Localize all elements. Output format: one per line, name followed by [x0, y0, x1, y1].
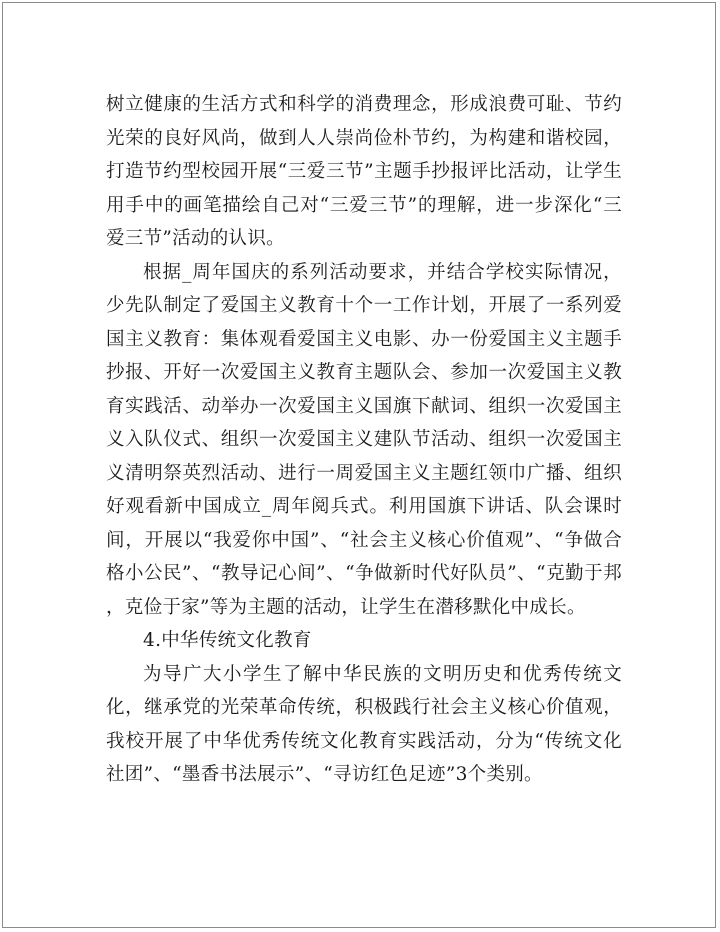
- paragraph-2: [106, 256, 622, 625]
- text-line: ，克俭于家”等为主题的活动，让学生在潜移默化中成长。: [106, 596, 586, 618]
- text-line: 好观看新中国成立_周年阅兵式。利用国旗下讲话、队会课时: [106, 496, 622, 517]
- text-line: 格小公民”、“教导记心间”、“争做新时代好队员”、“克勤于邦: [106, 563, 622, 584]
- text-line: 少先队制定了爱国主义教育十个一工作计划，开展了一系列爱: [106, 295, 622, 316]
- text-line: 打造节约型校园开展“三爱三节”主题手抄报评比活动，让学生: [106, 161, 622, 182]
- text-line: 为导广大小学生了解中华民族的文明历史和优秀传统文: [143, 663, 622, 685]
- paragraph-1: [106, 88, 622, 256]
- text-line: 育实践活、动举办一次爱国主义国旗下献词、组织一次爱国主: [106, 395, 622, 417]
- text-line: 抄报、开好一次爱国主义教育主题队会、参加一次爱国主义教: [106, 362, 622, 383]
- text-line: 义清明祭英烈活动、进行一周爱国主义主题红领巾广播、组织: [106, 462, 622, 484]
- text-line: 化，继承党的光荣革命传统，积极践行社会主义核心价值观，: [106, 697, 622, 718]
- text-line: 国主义教育：集体观看爱国主义电影、办一份爱国主义主题手: [106, 328, 622, 350]
- section-heading-text: 4.中华传统文化教育: [143, 630, 312, 651]
- document-body: [106, 88, 622, 792]
- paragraph-3: [106, 658, 622, 792]
- text-line: 光荣的良好风尚，做到人人崇尚俭朴节约，为构建和谐校园，: [106, 127, 622, 149]
- text-line: 用手中的画笔描绘自己对“三爱三节”的理解，进一步深化“三: [106, 194, 622, 216]
- text-line: 我校开展了中华优秀传统文化教育实践活动，分为“传统文化: [106, 730, 622, 752]
- text-line: 爱三节”活动的认识。: [106, 228, 285, 249]
- text-line: 义入队仪式、组织一次爱国主义建队节活动、组织一次爱国主: [106, 429, 622, 450]
- text-line: 根据_周年国庆的系列活动要求，并结合学校实际情况，: [143, 261, 622, 283]
- text-line: 树立健康的生活方式和科学的消费理念，形成浪费可耻、节约: [106, 94, 622, 115]
- text-line: 间，开展以“我爱你中国”、“社会主义核心价值观”、“争做合: [106, 529, 622, 551]
- text-line: 社团”、“墨香书法展示”、“寻访红色足迹”3个类别。: [106, 764, 543, 785]
- section-heading: [106, 624, 622, 658]
